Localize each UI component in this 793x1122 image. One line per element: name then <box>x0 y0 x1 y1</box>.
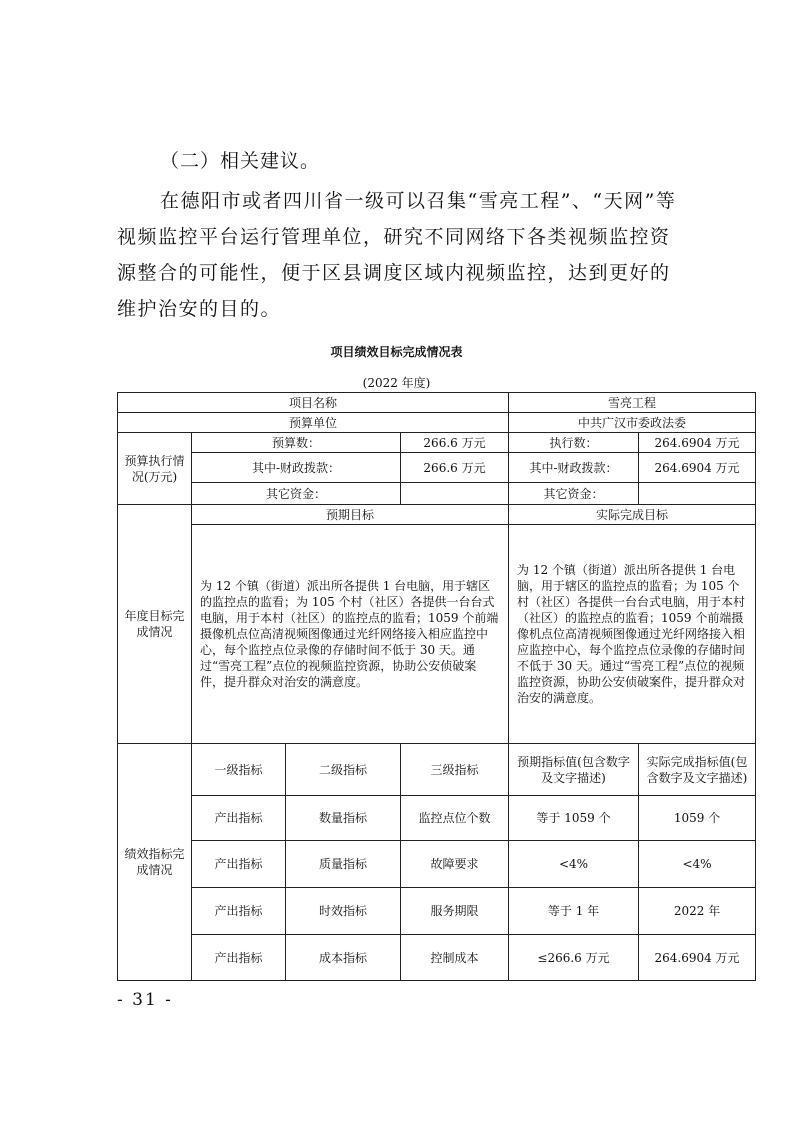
row-actual: 1059 个 <box>639 796 756 841</box>
other-funds-budget <box>401 483 509 505</box>
other-funds-label-2: 其它资金： <box>509 483 639 505</box>
suggestion-text: 在德阳市或者四川省一级可以召集“雪亮工程”、“天网”等视频监控平台运行管理单位，研究不同网络下各类视频监控资源整合的可能性，便于区县调度区域内视频监控，达到更好的维护治安的目的。 <box>117 190 677 320</box>
row-level-3: 监控点位个数 <box>401 796 509 841</box>
exec-amount-value: 264.6904 万元 <box>639 433 756 453</box>
table-row <box>118 744 756 796</box>
row-level-1: 产出指标 <box>192 841 286 888</box>
row-level-3: 故障要求 <box>401 841 509 888</box>
row-expected: <4% <box>509 841 639 888</box>
table-row <box>118 935 756 981</box>
page-number: - 31 - <box>117 990 173 1010</box>
section-heading: （二）相关建议。 <box>160 150 321 172</box>
table-row <box>118 525 756 744</box>
performance-table <box>117 392 756 981</box>
header-level-3: 三级指标 <box>401 744 509 796</box>
other-funds-exec <box>639 483 756 505</box>
budget-amount-value: 266.6 万元 <box>401 433 509 453</box>
suggestion-paragraph <box>117 183 687 327</box>
annual-goal-label: 年度目标完成情况 <box>118 505 192 744</box>
fiscal-budget-value: 266.6 万元 <box>401 453 509 483</box>
row-level-1: 产出指标 <box>192 796 286 841</box>
table-row <box>118 483 756 505</box>
row-level-2: 时效指标 <box>286 888 401 935</box>
table-year: (2022 年度) <box>362 376 431 390</box>
exec-amount-label: 执行数： <box>509 433 639 453</box>
header-level-1: 一级指标 <box>192 744 286 796</box>
expected-goal-label: 预期目标 <box>192 505 509 525</box>
row-level-2: 数量指标 <box>286 796 401 841</box>
row-expected: 等于 1059 个 <box>509 796 639 841</box>
header-level-2: 二级指标 <box>286 744 401 796</box>
budget-unit-label: 预算单位 <box>118 413 509 433</box>
row-level-2: 质量指标 <box>286 841 401 888</box>
row-level-1: 产出指标 <box>192 888 286 935</box>
actual-goal-text: 为 12 个镇（街道）派出所各提供 1 台电脑，用于辖区的监控点的监看；为 105 个村（社区）各提供一台台式电脑，用于本村（社区）的监控点的监看；1059 个前端摄像机点位高清视频图像通过光纤网络接入相应监控中心，每个监控点位录像的存储时间不低于 30 天。通过“雪亮工程”点位的视频监控资源，协助公安侦破案件，提升群众对治安的满意度。 <box>509 525 756 744</box>
table-row <box>118 841 756 888</box>
table-row <box>118 413 756 433</box>
table-row <box>118 888 756 935</box>
row-actual: <4% <box>639 841 756 888</box>
header-actual-value: 实际完成指标值(包含数字及文字描述) <box>639 744 756 796</box>
row-actual: 264.6904 万元 <box>639 935 756 981</box>
row-expected: ≤266.6 万元 <box>509 935 639 981</box>
fiscal-exec-label: 其中-财政拨款： <box>509 453 639 483</box>
perf-indicator-label: 绩效指标完成情况 <box>118 744 192 981</box>
row-level-1: 产出指标 <box>192 935 286 981</box>
expected-goal-text: 为 12 个镇（街道）派出所各提供 1 台电脑，用于辖区的监控点的监看；为 105 个村（社区）各提供一台台式电脑，用于本村（社区）的监控点的监看；1059 个前端摄像机点位高清视频图像通过光纤网络接入相应监控中心，每个监控点位录像的存储时间不低于 30 天。通过“雪亮工程”点位的视频监控资源，协助公安侦破案件，提升群众对治安的满意度。 <box>192 525 509 744</box>
budget-amount-label: 预算数： <box>192 433 401 453</box>
table-row <box>118 796 756 841</box>
project-name-value: 雪亮工程 <box>509 393 756 413</box>
budget-unit-value: 中共广汉市委政法委 <box>509 413 756 433</box>
row-level-3: 控制成本 <box>401 935 509 981</box>
actual-goal-label: 实际完成目标 <box>509 505 756 525</box>
row-level-3: 服务期限 <box>401 888 509 935</box>
row-actual: 2022 年 <box>639 888 756 935</box>
table-row <box>118 433 756 453</box>
table-row <box>118 505 756 525</box>
other-funds-label: 其它资金： <box>192 483 401 505</box>
row-expected: 等于 1 年 <box>509 888 639 935</box>
fiscal-budget-label: 其中-财政拨款： <box>192 453 401 483</box>
row-level-2: 成本指标 <box>286 935 401 981</box>
table-row <box>118 453 756 483</box>
budget-exec-label: 预算执行情况(万元) <box>118 433 192 505</box>
header-expected-value: 预期指标值(包含数字及文字描述) <box>509 744 639 796</box>
table-title: 项目绩效目标完成情况表 <box>330 345 463 359</box>
fiscal-exec-value: 264.6904 万元 <box>639 453 756 483</box>
table-row <box>118 393 756 413</box>
project-name-label: 项目名称 <box>118 393 509 413</box>
